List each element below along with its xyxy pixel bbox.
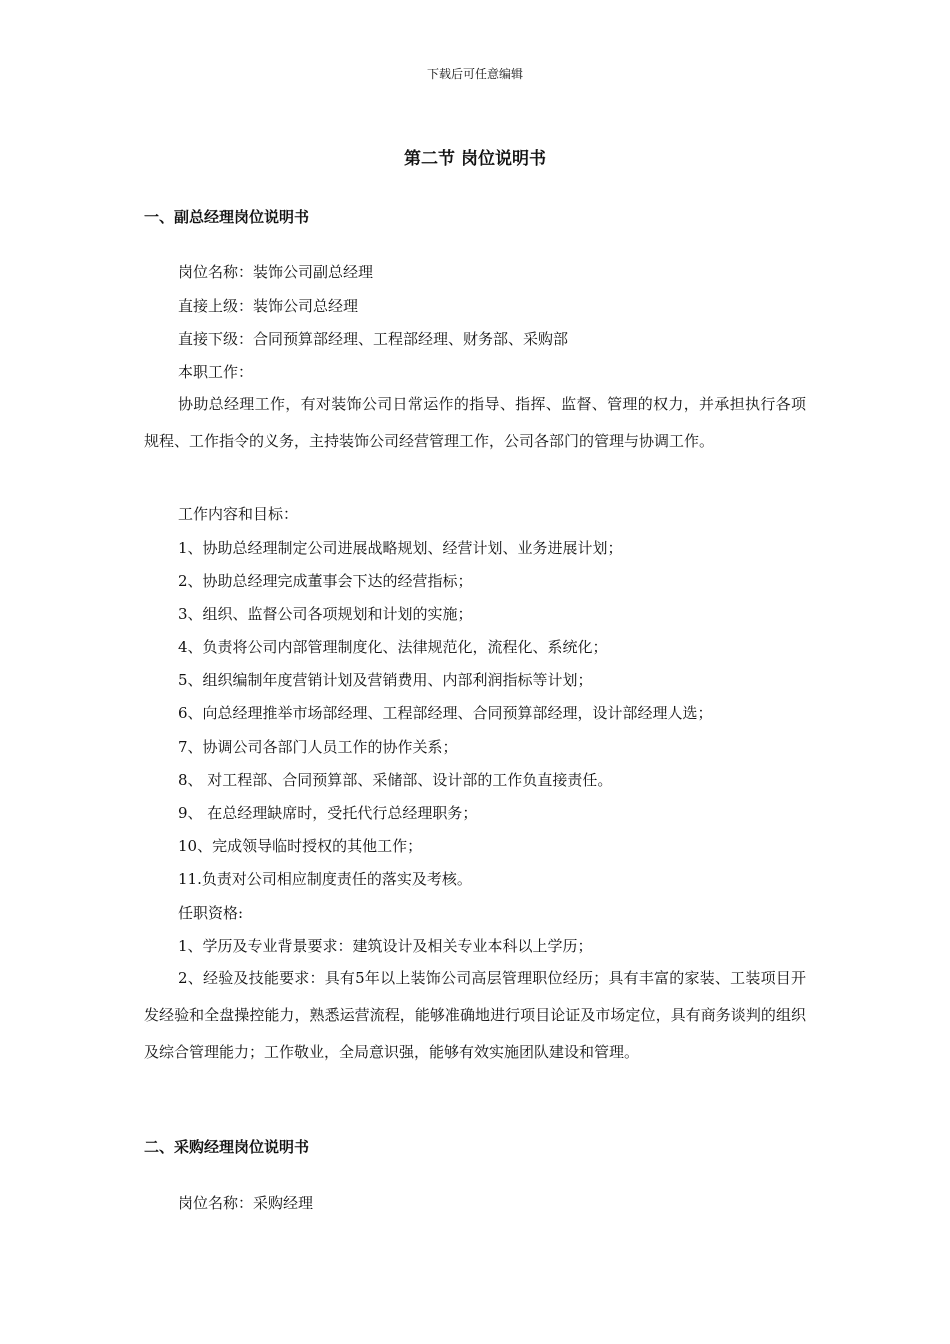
list-item: 8、 对工程部、合同预算部、采储部、设计部的工作负直接责任。: [178, 771, 613, 789]
direct-subordinates: 直接下级：合同预算部经理、工程部经理、财务部、采购部: [178, 330, 569, 348]
list-item: 3、组织、监督公司各项规划和计划的实施；: [178, 605, 473, 623]
position-name-2: 岗位名称：采购经理: [178, 1194, 314, 1212]
duties-label: 本职工作：: [178, 363, 254, 381]
section-2-heading: 二、采购经理岗位说明书: [144, 1138, 310, 1156]
direct-superior: 直接上级：装饰公司总经理: [178, 297, 359, 315]
document-title: 第二节 岗位说明书: [404, 149, 546, 169]
list-item: 7、协调公司各部门人员工作的协作关系；: [178, 738, 458, 756]
duties-paragraph: 协助总经理工作，有对装饰公司日常运作的指导、指挥、监督、管理的权力，并承担执行各项规程、工作指令的义务，主持装饰公司经营管理工作，公司各部门的管理与协调工作。: [144, 395, 806, 450]
qualification-education: 1、学历及专业背景要求：建筑设计及相关专业本科以上学历；: [178, 937, 593, 955]
list-item: 5、组织编制年度营销计划及营销费用、内部利润指标等计划；: [178, 671, 593, 689]
section-1-heading: 一、副总经理岗位说明书: [144, 208, 310, 226]
work-content-label: 工作内容和目标：: [178, 505, 299, 523]
list-item: 10、完成领导临时授权的其他工作；: [178, 837, 423, 855]
list-item: 11.负责对公司相应制度责任的落实及考核。: [178, 870, 472, 888]
header-note: 下载后可任意编辑: [426, 67, 523, 81]
qualifications-label: 任职资格:: [178, 904, 244, 922]
position-name: 岗位名称：装饰公司副总经理: [178, 263, 374, 281]
list-item: 1、协助总经理制定公司进展战略规划、经营计划、业务进展计划；: [178, 539, 623, 557]
qualification-experience: 2、经验及技能要求：具有5年以上装饰公司高层管理职位经历；具有丰富的家装、工装项目开发经验和全盘操控能力，熟悉运营流程，能够准确地进行项目论证及市场定位，具有商务谈判的组织及综合管理能力；工作敬业，全局意识强，能够有效实施团队建设和管理。: [144, 969, 806, 1061]
list-item: 9、 在总经理缺席时，受托代行总经理职务；: [178, 804, 478, 822]
list-item: 6、向总经理推举市场部经理、工程部经理、合同预算部经理，设计部经理人选；: [178, 704, 713, 722]
list-item: 2、协助总经理完成董事会下达的经营指标；: [178, 572, 473, 590]
list-item: 4、负责将公司内部管理制度化、法律规范化，流程化、系统化；: [178, 638, 608, 656]
